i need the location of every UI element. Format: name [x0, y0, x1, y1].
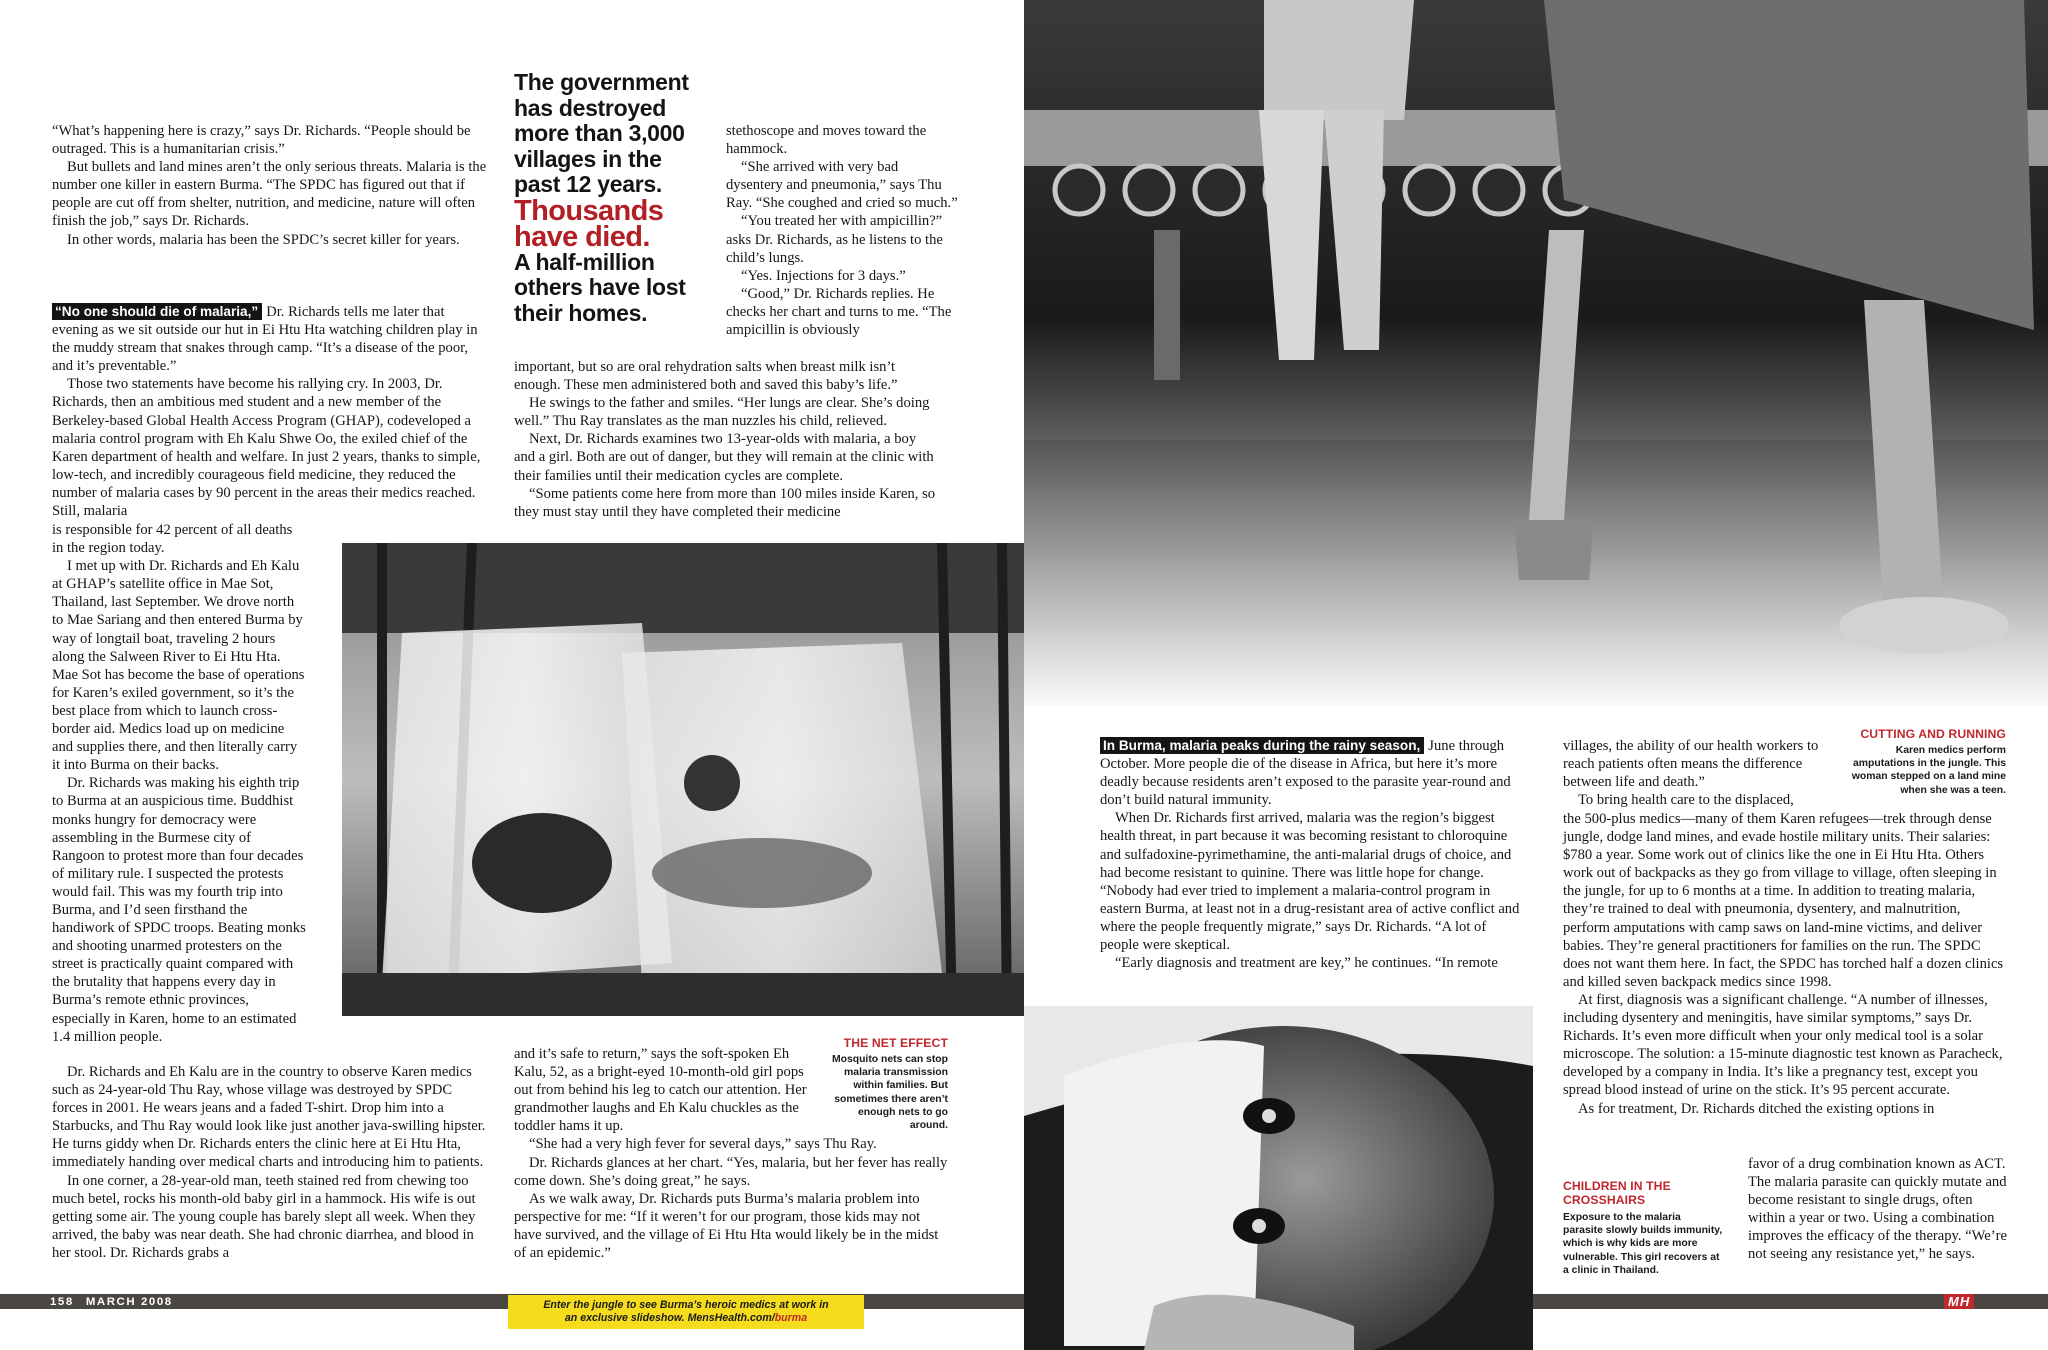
col3-top-text [726, 122, 958, 339]
pull-quote-part1: The government has destroyed more than 3,000 villages in the past 12 years. [514, 69, 689, 197]
lead-in-continuation: Dr. Richards tells me later that evening as we sit outside our hut in Ei Htu Hta watching children play in the muddy stream that snakes through camp. “It’s a disease of the poor, and it’s preventable.” [52, 304, 478, 375]
paragraph: the 500-plus medics—many of them Karen refugees—trek through dense jungle, dodge land mines, and evade hostile military units. Their salaries: $780 a year. Some work out of clinics like the one in Ei Htu Hta. Others work out of backpacks as they go from village to village, often sleeping in the jungle, for up to 6 months at a time. In addition to treating malaria, they’re trained to deal with pneumonia, dysentery, and malnutrition, perform amputations with camp saws on land-mine victims, and deliver babies. They’re general practitioners for families on the run. The SPDC does not want them here. In fact, the SPDC has torched half a dozen clinics and killed seven backpack medics since 1998. [1563, 811, 2004, 990]
paragraph: and it’s safe to return,” says the soft-spoken Eh Kalu, 52, as a bright-eyed 10-month-old girl pops out from behind his leg to catch our attention. Her grandmother laughs and Eh Kalu chuckles as the toddler hams it up. [514, 1046, 807, 1135]
lead-in-highlight: “No one should die of malaria,” [52, 303, 262, 320]
col5-main-text [1563, 810, 2005, 1118]
promo-url[interactable]: MensHealth.com/ [687, 1311, 775, 1324]
paragraph: At first, diagnosis was a significant challenge. “A number of illnesses, including dysentery and meningitis, have similar symptoms,” says Dr. Richards. It’s even more difficult when your only medical tool is a solar microscope. The solution: a 15-minute diagnostic test known as Paracheck, developed by a company in India. It’s like a pregnancy test, except you spread blood instead of urine on the stick. It’s 95 percent accurate. [1563, 991, 2003, 1099]
paragraph: important, but so are oral rehydration salts when breast milk isn’t enough. These men administered both and saved this baby’s life.” [514, 359, 898, 394]
page-number: 158 [50, 1296, 74, 1308]
page-folio [50, 1295, 173, 1309]
paragraph: I met up with Dr. Richards and Eh Kalu at GHAP’s satellite office in Mae Sot, Thailand, last September. We drove north to Mae Sariang and then entered Burma by way of longtail boat, traveling 2 hours along the Salween River to Ei Htu Hta. Mae Sot has become the base of operations for Karen’s exiled government, so it’s the best place from which to launch cross-border aid. Medics load up on medicine and supplies there, and then literally carry it into Burma on their backs. [52, 558, 305, 774]
paragraph: “You treated her with ampicillin?” asks Dr. Richards, as he listens to the child’s lungs. [726, 213, 943, 266]
lead-in-highlight: In Burma, malaria peaks during the rainy season, [1100, 737, 1424, 754]
caption-body: Mosquito nets can stop malaria transmission within families. But sometimes there aren’t enough nets to go around. [831, 1054, 948, 1132]
col1-top-text [52, 122, 488, 249]
pull-quote-highlight: Thousands have died. [514, 194, 664, 253]
col1-bottom-text [52, 1063, 488, 1262]
paragraph: In one corner, a 28-year-old man, teeth stained red from chewing too much betel, rocks his month-old baby girl in a hammock. His wife is out getting some air. The young couple has barely slept all week. When they arrived, the baby was near death. She had chronic diarrhea, and blood in her stool. Dr. Richards grabs a [52, 1172, 476, 1261]
issue-date: MARCH 2008 [85, 1296, 173, 1308]
col5-narrow-text [1748, 1155, 2010, 1264]
paragraph: “She had a very high fever for several days,” says Thu Ray. [529, 1136, 877, 1153]
paragraph: “She arrived with very bad dysentery and pneumonia,” says Thu Ray. “She coughed and cried so much.” [726, 159, 958, 212]
paragraph: “What’s happening here is crazy,” says Dr. Richards. “People should be outraged. This is a humanitarian crisis.” [52, 123, 471, 158]
caption-title: CHILDREN IN THE CROSSHAIRS [1563, 1179, 1671, 1207]
prosthetic-leg-photo [1024, 0, 2048, 706]
caption-net-effect [828, 1036, 948, 1132]
promo-line2: an exclusive slideshow. MensHealth.com/burma [564, 1311, 808, 1324]
paragraph: As for treatment, Dr. Richards ditched the existing options in [1578, 1100, 1935, 1117]
caption-cutting-running [1834, 727, 2006, 797]
paragraph: “Good,” Dr. Richards replies. He checks her chart and turns to me. “The ampicillin is obviously [726, 285, 952, 339]
mh-logo-text: MH [1944, 1294, 1974, 1309]
lead-in-continuation: June through October. More people die of the disease in Africa, but here it’s more deadly because residents aren’t exposed to the parasite year-round and don’t build natural immunity. [1100, 738, 1511, 809]
slideshow-promo[interactable] [508, 1295, 864, 1329]
paragraph: He swings to the father and smiles. “Her lungs are clear. She’s doing well.” Thu Ray translates as the man nuzzles his child, relieved. [514, 395, 930, 430]
caption-body: Karen medics perform amputations in the jungle. This woman stepped on a land mine when she was a teen. [1851, 745, 2006, 796]
caption-title: CUTTING AND RUNNING [1860, 727, 2006, 741]
paragraph: Dr. Richards was making his eighth trip to Burma at an auspicious time. Buddhist monks hungry for democracy were assembling in the Burmese city of Rangoon to protest more than four decades of military rule. I suspected the protests would fail. This was my fourth trip into Burma, and I’d seen firsthand the handiwork of SPDC troops. Beating monks and shooting unarmed protesters on the street is practically quaint compared with the brutality that happens every day in Burma’s remote ethnic provinces, especially in Karen, home to an estimated 1.4 million people. [52, 775, 306, 1045]
col1-narrow-text [52, 521, 306, 1046]
caption-body: Exposure to the malaria parasite slowly builds immunity, which is why kids are more vulnerable. This girl recovers at a clinic in Thailand. [1563, 1212, 1723, 1276]
mosquito-net-photo [342, 543, 1024, 1016]
pull-quote-part3: A half-million others have lost their homes. [514, 248, 686, 326]
paragraph: Next, Dr. Richards examines two 13-year-olds with malaria, a boy and a girl. Both are out of danger, but they will remain at the clinic with their families until their medication cycles are complete. [514, 431, 934, 484]
paragraph [1100, 737, 1526, 809]
promo-line1: Enter the jungle to see Burma’s heroic medics at work in [543, 1299, 829, 1311]
mh-logo-icon [1944, 1294, 1974, 1309]
paragraph: is responsible for 42 percent of all deaths in the region today. [52, 522, 293, 557]
paragraph: villages, the ability of our health workers to reach patients often means the difference between life and death.” [1563, 738, 1819, 791]
paragraph: Dr. Richards glances at her chart. “Yes, malaria, but her fever has really come down. She’s doing great,” he says. [514, 1154, 948, 1189]
pull-quote [514, 70, 702, 326]
col5-top-text [1563, 737, 1827, 809]
col1-lead-block [52, 303, 488, 520]
promo-url-path[interactable]: burma [774, 1311, 808, 1324]
child-portrait-photo [1024, 1006, 1533, 1350]
paragraph: “Some patients come here from more than 100 miles inside Karen, so they must stay until they have completed their medicine [514, 485, 936, 520]
paragraph: When Dr. Richards first arrived, malaria was the region’s biggest health threat, in part because it was becoming resistant to chloroquine and sulfadoxine-pyrimethamine, the anti-malarial drugs of choice, and had become resistant to quinine. There was little hope for change. “Nobody had ever tried to implement a malaria-control program in eastern Burma, at least not in a drug-resistant area of active conflict and where the people frequently migrate,” says Dr. Richards. “A lot of people were skeptical. [1100, 810, 1520, 954]
paragraph: “Yes. Injections for 3 days.” [741, 267, 906, 284]
paragraph: Those two statements have become his rallying cry. In 2003, Dr. Richards, then an ambitious med student and a new member of the Berkeley-based Global Health Access Program (GHAP), codeveloped a malaria control program with Eh Kalu Shwe Oo, the exiled chief of the Karen department of health and welfare. In just 2 years, thanks to simple, low-tech, and incredibly courageous field medicine, they reduced the number of malaria cases by 90 percent in the areas their medics reached. Still, malaria [52, 376, 481, 520]
paragraph [52, 303, 488, 375]
col4-text [1100, 737, 1526, 972]
paragraph: stethoscope and moves toward the hammock. [726, 123, 927, 158]
paragraph: But bullets and land mines aren’t the only serious threats. Malaria is the number one killer in eastern Burma. “The SPDC has figured out that if people are cut off from shelter, nutrition, and medicine, nature will often finish the job,” says Dr. Richards. [52, 159, 487, 230]
paragraph: “Early diagnosis and treatment are key,” he continues. “In remote [1115, 955, 1498, 972]
col23-wide-text [514, 358, 938, 521]
caption-children-crosshairs [1563, 1179, 1723, 1277]
paragraph: In other words, malaria has been the SPDC’s secret killer for years. [67, 231, 460, 248]
paragraph: As we walk away, Dr. Richards puts Burma’s malaria problem into perspective for me: “If it weren’t for our program, those kids may not have survived, and the village of Ei Htu Hta would likely be in the midst of an epidemic.” [514, 1190, 939, 1262]
paragraph: To bring health care to the displaced, [1578, 792, 1794, 809]
paragraph: favor of a drug combination known as ACT. The malaria parasite can quickly mutate and become resistant to single drugs, often within a year or two. Using a combination improves the efficacy of the therapy. “We’re not seeing any resistance yet,” he says. [1748, 1156, 2007, 1263]
paragraph: Dr. Richards and Eh Kalu are in the country to observe Karen medics such as 24-year-old Thu Ray, whose village was destroyed by SPDC forces in 2001. He wears jeans and a faded T-shirt. Drop him into a Starbucks, and Thu Ray would look like just another java-swilling hipster. He turns giddy when Dr. Richards enters the clinic here at Ei Htu Hta, immediately handing over medical charts and introducing him to patients. [52, 1064, 486, 1171]
caption-title: THE NET EFFECT [843, 1036, 948, 1050]
